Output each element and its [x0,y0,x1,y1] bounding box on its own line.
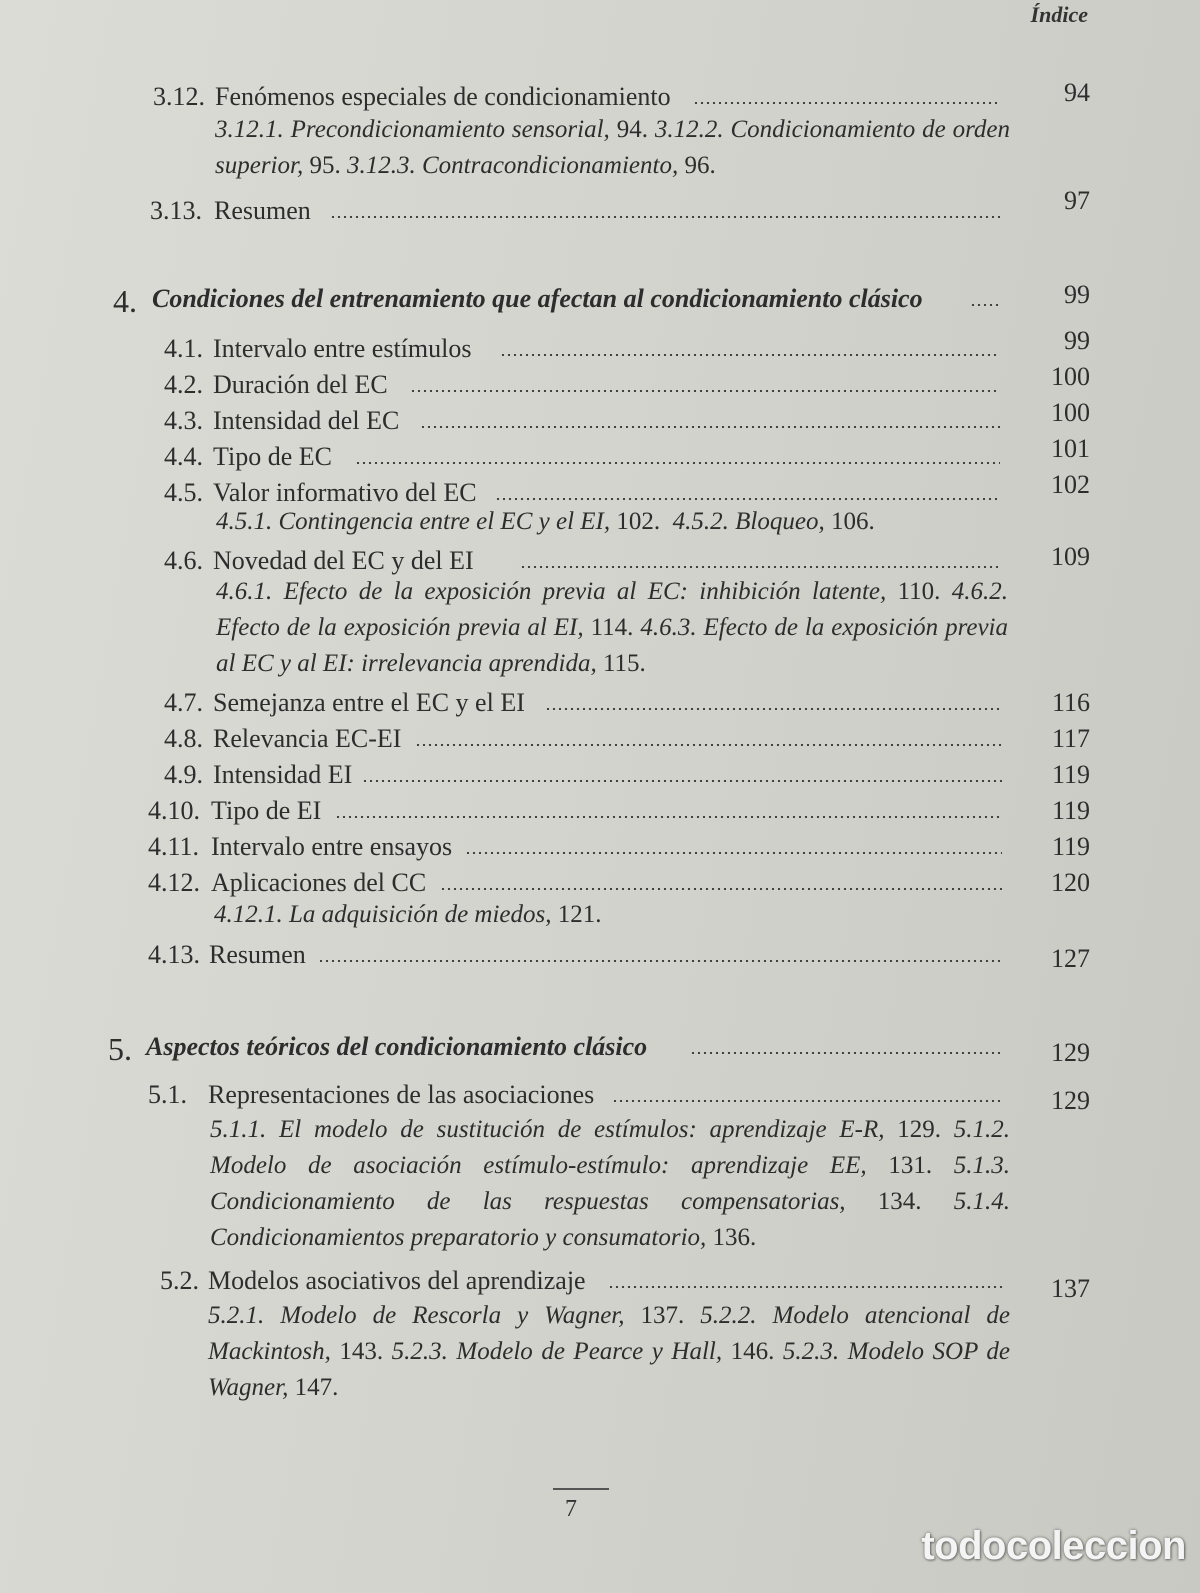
subentry-page: 95. [309,152,341,179]
subentry-page: 96. [684,152,716,179]
dot-leader [693,102,999,104]
entry-page: 129 [1051,1086,1090,1115]
dot-leader [690,1052,1002,1054]
subentry-page: 136. [712,1224,757,1251]
entry-page: 120 [1051,868,1090,897]
entry-number: 5.2. [160,1266,199,1295]
subentry: 4.5.1. Contingencia entre el EC y el EI, [216,508,611,535]
entry-page: 116 [1051,688,1090,717]
entry-page: 94 [1064,78,1090,107]
toc-entry-4-8 [0,720,1200,754]
toc-entry-5-2 [0,1262,1200,1303]
toc-entry-4-7 [0,684,1200,718]
subentry-page: 137. [640,1302,685,1329]
toc-entry-5-1 [0,1076,1200,1115]
entry-number: 4.12. [148,868,200,897]
subentry-page: 131. [888,1152,933,1179]
toc-subentries-3-12 [215,112,1010,184]
dot-leader [500,354,1000,356]
entry-page: 99 [1064,280,1090,309]
entry-number: 4.10. [148,796,200,825]
entry-number: 4.2. [164,370,203,399]
subentry: 5.1.4. Condicionamientos preparatorio y consumatorio, [210,1188,1010,1251]
dot-leader [440,888,1002,890]
dot-leader [465,852,1002,854]
entry-title: Intervalo entre estímulos [213,334,472,363]
entry-title: Semejanza entre el EC y el EI [213,688,525,717]
subentry: 4.6.1. Efecto de la exposición previa al EC: inhibición latente, [216,578,887,605]
subentry: 5.2.2. Modelo atencional de Mackintosh, [208,1302,1011,1365]
entry-number: 4.11. [148,832,200,861]
dot-leader [970,304,1000,306]
dot-leader [520,566,1000,568]
entry-page: 101 [1051,434,1090,463]
entry-number: 3.13. [150,196,202,225]
entry-title: Aplicaciones del CC [211,868,427,897]
subentry: 5.2.1. Modelo de Rescorla y Wagner, [208,1302,625,1329]
subentry: 5.1.2. Modelo de asociación estímulo-estímulo: aprendizaje EE, [210,1116,1011,1179]
dot-leader [362,780,1002,782]
toc-entry-4-13 [0,936,1200,973]
running-header: Índice [1030,2,1088,27]
subentry-page: 106. [830,508,875,535]
entry-page: 99 [1064,326,1090,355]
entry-title: Intensidad del EC [213,406,400,435]
toc-chapter-5 [0,1028,1200,1067]
entry-title: Resumen [209,940,306,969]
entry-page: 129 [1051,1038,1090,1067]
chapter-title: Condiciones del entrenamiento que afectan al condicionamiento clásico [152,284,923,313]
subentry-page: 134. [877,1188,922,1215]
dot-leader [415,744,1002,746]
entry-title: Representaciones de las asociaciones [208,1080,595,1109]
entry-number: 4.4. [164,442,203,471]
toc-entry-3-12 [0,78,1200,112]
subentry-page: 146. [730,1338,775,1365]
toc-entry-4-9 [0,756,1200,790]
entry-page: 100 [1051,362,1090,391]
toc-entry-3-13 [0,186,1200,226]
subentry: 3.12.3. Contracondicionamiento, [346,152,679,179]
toc-entry-4-2 [0,362,1200,400]
entry-number: 4.1. [164,334,203,363]
chapter-number: 4. [113,283,137,319]
subentry-page: 110. [897,578,941,605]
entry-page: 137 [1051,1274,1090,1303]
dot-leader [495,498,1000,500]
subentry: 4.6.2. Efecto de la exposición previa al EI, [216,578,1009,641]
entry-title: Intensidad EI [213,760,353,789]
entry-title: Novedad del EC y del EI [213,546,474,575]
entry-number: 4.6. [164,546,203,575]
toc-entry-4-1 [0,326,1200,364]
entry-title: Intervalo entre ensayos [211,832,453,861]
toc-entry-4-5 [0,470,1200,508]
subentry: 5.2.3. Modelo de Pearce y Hall, [391,1338,723,1365]
entry-page: 119 [1051,760,1090,789]
toc-subentries-5-2 [208,1298,1010,1406]
entry-number: 4.9. [164,760,203,789]
toc-entry-4-6 [0,542,1200,576]
subentry-page: 121. [557,901,602,928]
entry-page: 127 [1051,944,1090,973]
entry-title: Valor informativo del EC [213,478,477,507]
subentry-page: 114. [590,614,634,641]
dot-leader [608,1286,1004,1288]
dot-leader [330,216,1000,218]
entry-title: Tipo de EC [213,442,332,471]
watermark-logo: todocoleccion [921,1524,1186,1568]
entry-title: Relevancia EC-EI [213,724,402,753]
toc-entry-4-10 [0,792,1200,826]
entry-number: 5.1. [148,1080,187,1109]
subentry: 4.5.2. Bloqueo, [672,508,825,535]
entry-number: 4.7. [164,688,203,717]
dot-leader [318,960,1002,962]
entry-number: 4.8. [164,724,203,753]
entry-title: Modelos asociativos del aprendizaje [208,1266,586,1295]
entry-page: 117 [1051,724,1090,753]
subentry-page: 143. [339,1338,384,1365]
entry-number: 3.12. [153,82,205,111]
toc-entry-4-11 [0,828,1200,862]
dot-leader [355,462,1000,464]
entry-title: Resumen [214,196,311,225]
toc-entry-4-12 [0,864,1200,898]
entry-number: 4.3. [164,406,203,435]
entry-page: 102 [1051,470,1090,499]
toc-chapter-4 [0,280,1200,319]
chapter-title: Aspectos teóricos del condicionamiento clásico [146,1032,648,1061]
subentry: 4.6.3. Efecto de la exposición previa al EC y al EI: irrelevancia aprendida, [216,614,1009,677]
entry-title: Duración del EC [213,370,388,399]
dot-leader [545,708,1002,710]
toc-entry-4-3 [0,398,1200,436]
entry-number: 4.13. [148,940,200,969]
dot-leader [410,390,1000,392]
entry-page: 97 [1064,186,1090,215]
subentry-page: 147. [294,1374,339,1401]
entry-page: 100 [1051,398,1090,427]
entry-page: 119 [1051,796,1090,825]
toc-subentries-4-6 [216,574,1008,682]
subentry: 4.12.1. La adquisición de miedos, [214,901,552,928]
subentry: 5.1.1. El modelo de sustitución de estímulos: aprendizaje E-R, [210,1116,885,1143]
dot-leader [612,1100,1002,1102]
toc-subentries-4-12 [214,897,1009,933]
toc-entry-4-4 [0,434,1200,472]
entry-title: Fenómenos especiales de condicionamiento [215,82,671,111]
dot-leader [420,426,1000,428]
subentry: 5.1.3. Condicionamiento de las respuestas compensatorias, [210,1152,1011,1215]
footer-rule [553,1488,609,1490]
subentry-page: 94. [616,116,648,143]
subentry: 3.12.1. Precondicionamiento sensorial, [215,116,610,143]
toc-subentries-5-1 [210,1112,1010,1256]
subentry-page: 115. [602,650,646,677]
entry-title: Tipo de EI [211,796,322,825]
entry-page: 119 [1051,832,1090,861]
toc-subentries-4-5 [216,504,1011,540]
page-number: 7 [565,1496,577,1522]
entry-number: 4.5. [164,478,203,507]
chapter-number: 5. [108,1031,132,1067]
dot-leader [335,816,1002,818]
subentry: 5.2.3. Modelo SOP de Wagner, [208,1338,1011,1401]
subentry-page: 102. [616,508,661,535]
entry-page: 109 [1051,542,1090,571]
subentry-page: 129. [897,1116,942,1143]
subentry: 3.12.2. Condicionamiento de orden superior, [215,116,1010,179]
